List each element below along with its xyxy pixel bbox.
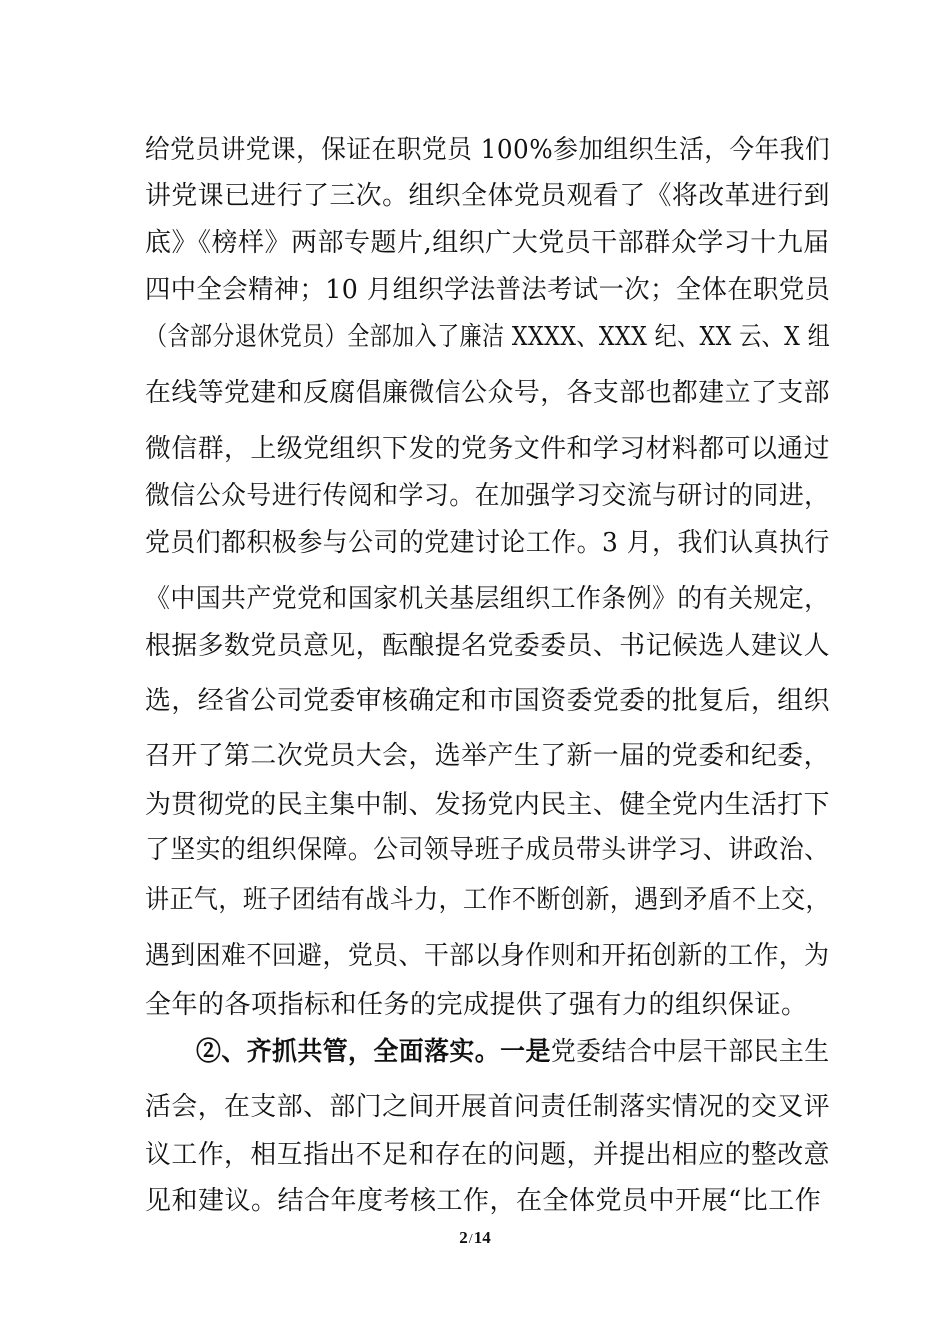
body-text-line: 活会，在支部、部门之间开展首问责任制落实情况的交叉评 [145, 1092, 831, 1122]
body-text-line: 了坚实的组织保障。公司领导班子成员带头讲学习、讲政治、 [145, 835, 830, 865]
body-text-line: 讲党课已进行了三次。组织全体党员观看了《将改革进行到 [145, 181, 831, 211]
body-text-line: 给党员讲党课，保证在职党员 100%参加组织生活，今年我们 [145, 135, 831, 165]
body-text-line: 在线等党建和反腐倡廉微信公众号，各支部也都建立了支部 [145, 378, 831, 408]
body-text-line: （含部分退休党员）全部加入了廉洁 XXXX、XXX 纪、XX 云、X 组 [145, 322, 831, 352]
body-text-line: 见和建议。结合年度考核工作，在全体党员中开展“比工作 [145, 1186, 822, 1216]
body-text-line: 为贯彻党的民主集中制、发扬党内民主、健全党内生活打下 [145, 790, 831, 820]
body-text-line: 召开了第二次党员大会，选举产生了新一届的党委和纪委， [145, 741, 831, 771]
paragraph-text: 党委结合中层干部民主生 [550, 1037, 830, 1067]
paragraph-heading-line [196, 1030, 830, 1074]
body-text-line: 遇到困难不回避，党员、干部以身作则和开拓创新的工作，为 [145, 941, 830, 971]
body-text-line: 底》《榜样》两部专题片,组织广大党员干部群众学习十九届 [145, 228, 830, 258]
body-text-line: 全年的各项指标和任务的完成提供了强有力的组织保证。 [145, 990, 808, 1020]
body-text-line: 讲正气，班子团结有战斗力，工作不断创新，遇到矛盾不上交， [145, 885, 831, 915]
body-text-line: 微信群，上级党组织下发的党务文件和学习材料都可以通过 [145, 434, 831, 464]
body-text-line: 党员们都积极参与公司的党建讨论工作。3 月，我们认真执行 [145, 528, 830, 558]
current-page: 2 [459, 1228, 468, 1247]
page-number [0, 1226, 950, 1252]
body-text-line: 《中国共产党党和国家机关基层组织工作条例》的有关规定， [145, 584, 830, 614]
paragraph-heading: ②、齐抓共管，全面落实。 [196, 1037, 501, 1067]
paragraph-lead: 一是 [500, 1037, 551, 1067]
body-text-line: 四中全会精神；10 月组织学法普法考试一次；全体在职党员 [145, 275, 831, 305]
body-text-line: 微信公众号进行传阅和学习。在加强学习交流与研讨的同进， [145, 481, 830, 511]
page-separator: / [468, 1232, 473, 1247]
body-text-line: 选，经省公司党委审核确定和市国资委党委的批复后，组织 [145, 686, 831, 716]
body-text-line: 议工作，相互指出不足和存在的问题，并提出相应的整改意 [145, 1140, 831, 1170]
body-text-line: 根据多数党员意见，酝酿提名党委委员、书记候选人建议人 [145, 631, 831, 661]
total-pages: 14 [473, 1228, 491, 1247]
